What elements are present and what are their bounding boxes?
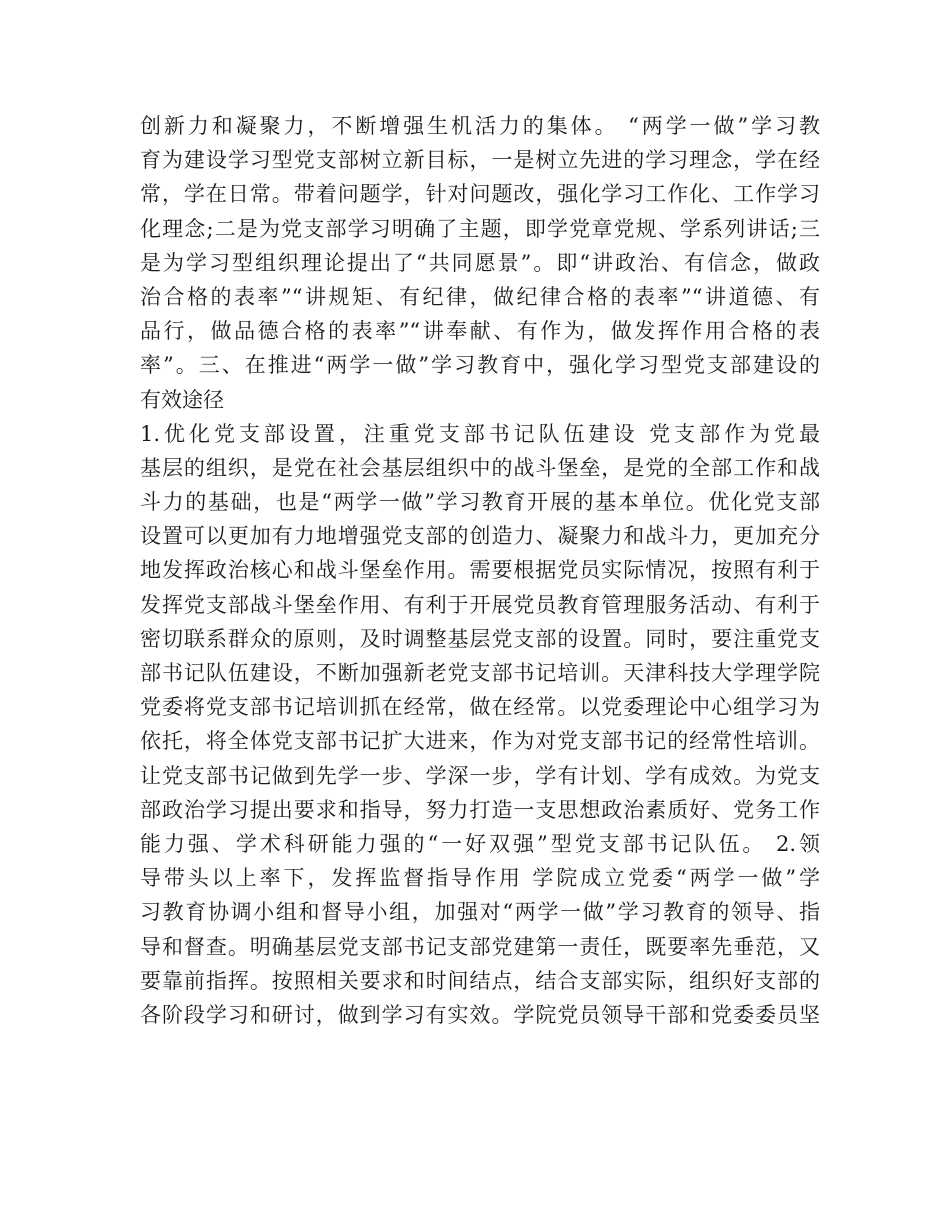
- text-line: 育为建设学习型党支部树立新目标，一是树立先进的学习理念，学在经: [140, 148, 820, 173]
- text-line: 率”。三、在推进“两学一做”学习教育中，强化学习型党支部建设的: [140, 353, 820, 378]
- text-line: 导带头以上率下，发挥监督指导作用 学院成立党委“两学一做”学: [140, 866, 820, 891]
- text-line: 地发挥政治核心和战斗堡垒作用。需要根据党员实际情况，按照有利于: [140, 558, 820, 583]
- text-line: 要靠前指挥。按照相关要求和时间结点，结合支部实际，组织好支部的: [140, 968, 820, 993]
- text-line: 导和督查。明确基层党支部书记支部党建第一责任，既要率先垂范，又: [140, 934, 820, 959]
- text-line: 部书记队伍建设，不断加强新老党支部书记培训。天津科技大学理学院: [140, 661, 820, 685]
- text-line: 部政治学习提出要求和指导，努力打造一支思想政治素质好、党务工作: [140, 797, 820, 822]
- text-line: 习教育协调小组和督导小组，加强对“两学一做”学习教育的领导、指: [140, 900, 820, 925]
- text-line: 是为学习型组织理论提出了“共同愿景”。即“讲政治、有信念，做政: [140, 250, 820, 275]
- text-line: 品行，做品德合格的表率”“讲奉献、有作为，做发挥作用合格的表: [140, 319, 820, 344]
- text-line: 常，学在日常。带着问题学，针对问题改，强化学习工作化、工作学习: [140, 182, 820, 207]
- text-line: 发挥党支部战斗堡垒作用、有利于开展党员教育管理服务活动、有利于: [140, 592, 820, 617]
- text-line: 1.优化党支部设置，注重党支部书记队伍建设 党支部作为党最: [140, 421, 820, 446]
- text-line: 各阶段学习和研讨，做到学习有实效。学院党员领导干部和党委委员坚: [140, 1002, 820, 1027]
- text-line: 治合格的表率”“讲规矩、有纪律，做纪律合格的表率”“讲道德、有: [140, 284, 820, 309]
- text-line: 有效途径: [140, 387, 224, 412]
- text-line: 密切联系群众的原则，及时调整基层党支部的设置。同时，要注重党支: [140, 626, 820, 651]
- text-line: 基层的组织，是党在社会基层组织中的战斗堡垒，是党的全部工作和战: [140, 455, 820, 480]
- text-line: 创新力和凝聚力，不断增强生机活力的集体。 “两学一做”学习教: [140, 114, 820, 138]
- text-line: 能力强、学术科研能力强的“一好双强”型党支部书记队伍。 2.领: [140, 831, 820, 856]
- text-line: 斗力的基础，也是“两学一做”学习教育开展的基本单位。优化党支部: [140, 490, 820, 515]
- text-line: 让党支部书记做到先学一步、学深一步，学有计划、学有成效。为党支: [140, 763, 820, 788]
- text-line: 依托，将全体党支部书记扩大进来，作为对党支部书记的经常性培训。: [140, 729, 820, 754]
- text-line: 设置可以更加有力地增强党支部的创造力、凝聚力和战斗力，更加充分: [140, 524, 820, 549]
- text-line: 化理念;二是为党支部学习明确了主题，即学党章党规、学系列讲话;三: [140, 216, 820, 241]
- body-text: [140, 109, 820, 1032]
- text-line: 党委将党支部书记培训抓在经常，做在经常。以党委理论中心组学习为: [140, 695, 820, 720]
